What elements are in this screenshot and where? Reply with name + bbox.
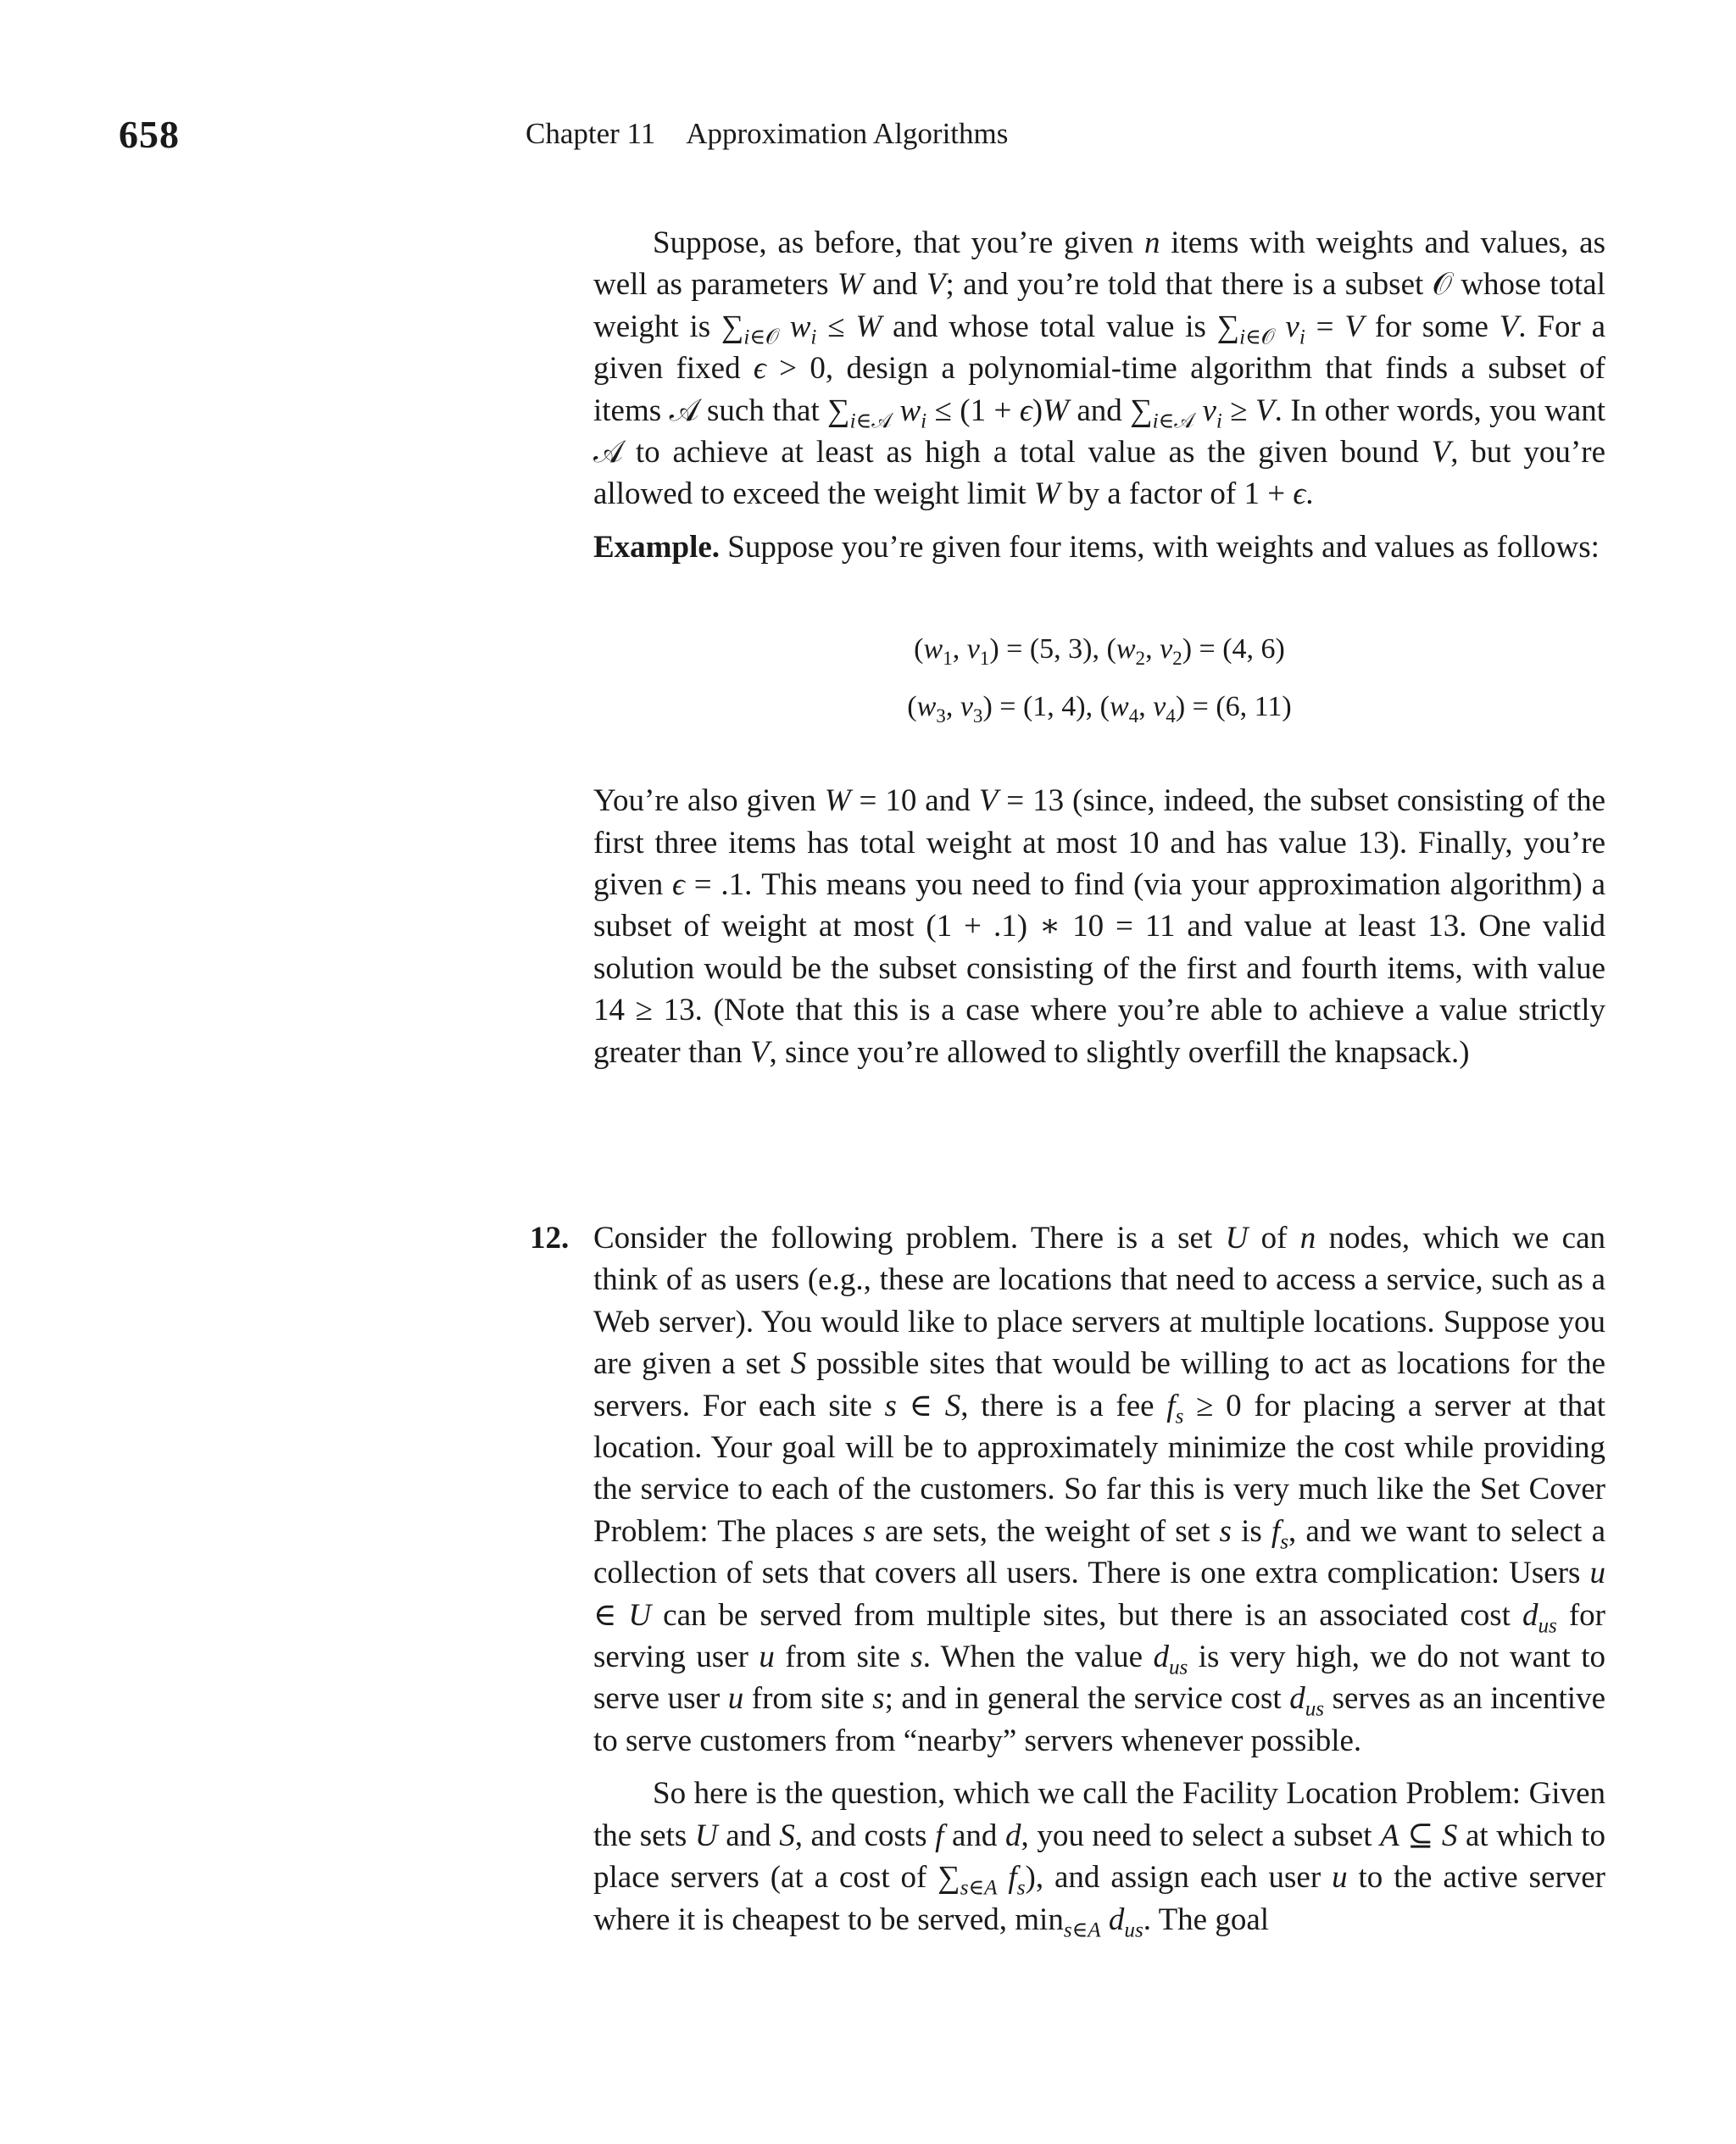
problem-12-paragraph-1: Consider the following problem. There is a set U of n nodes, which we can think of as users (e.g., these are locations that need to access a service, such as a Web server). You would like to place servers at multiple locations. Suppose you are given a set S possible sites that would be willing to act as locations for the servers. For each site s ∈ S, there is a fee $f_s \ge 0$ for placing a server at that location. Your goal will be to approximately minimize the cost while providing the service to each of the customers. So far this is very much like the Set Cover Problem: The places s are sets, the weight of set s is $f_s$, and we want to select a collection of sets that covers all users. There is one extra complication: Users u ∈ U can be served from multiple sites, but there is an associated cost $d_{us}$ for serving user u from site s. When the value $d_{us}$ is very high, we do not want to serve user u from site s; and in general the service cost $d_{us}$ serves as an incentive to serve customers from “nearby” servers whenever possible. xyxy=(593,1221,1605,1758)
example-text: Suppose you’re given four items, with weights and values as follows: xyxy=(727,529,1600,565)
problem-11-paragraph-2: You’re also given W = 10 and V = 13 (since, indeed, the subset consisting of the first three items has total weight at most 10 and has value 13). Finally, you’re given ϵ = .1. This means you need to find (via your approximation algorithm) a subset of weight at most (1 + .1) ∗ 10 = 11 and value at least 13. One valid solution would be the subset consisting of the first and fourth items, with value 14 ≥ 13. (Note that this is a case where you’re able to achieve a value strictly greater than V, since you’re allowed to slightly overfill the knapsack.) xyxy=(593,783,1606,1070)
example-label: Example. xyxy=(593,529,721,565)
equation-line-2: ($w_3$, $v_3) = (1$, 4), ($w_4$, $v_4) = (6$, 11) xyxy=(907,691,1292,728)
problem-12-paragraph-2: So here is the question, which we call the Facility Location Problem: Given the sets U and S, and costs f and d, you need to select a subset A ⊆ S at which to place servers (at a cost of $\sum_{s\in A}$ $f_s$), and assign each user u to the active server where it is cheapest to be served, $\min_{s\in A} d_{us}$. The goal xyxy=(593,1776,1606,1941)
equation-line-1: ($w_1$, $v_1) = (5$, 3), ($w_2$, $v_2) = (4$, 6) xyxy=(914,633,1285,671)
page-number: 658 xyxy=(119,113,180,156)
problem-12 xyxy=(530,1217,1606,1941)
problem-11-paragraph-1: Suppose, as before, that you’re given n items with weights and values, as well as parameters W and V; and you’re told that there is a subset 𝒪 whose total weight is $\sum_{i\in 𝒪}$ $w_i \le W$ and whose total value is $\sum_{i\in 𝒪}$ $v_i = V$ for some V. For a given fixed ϵ > 0, design a polynomial-time algorithm that finds a subset of items 𝒜 such that $\sum_{i\in 𝒜}$ $w_i \le (1 + \epsilon)W$ and $\sum_{i\in 𝒜}$ $v_i \ge V$. In other words, you want 𝒜 to achieve at least as high a total value as the given bound V, but you’re allowed to exceed the weight limit W by a factor of 1 + ϵ. xyxy=(593,226,1606,512)
problem-number: 12. xyxy=(530,1221,570,1256)
problem-11-continuation xyxy=(593,222,1605,1073)
chapter-label: Chapter 11 xyxy=(526,117,656,150)
running-head xyxy=(526,117,1008,151)
chapter-title: Approximation Algorithms xyxy=(686,117,1009,150)
example-paragraph xyxy=(593,526,1605,568)
example-equations xyxy=(593,621,1605,736)
